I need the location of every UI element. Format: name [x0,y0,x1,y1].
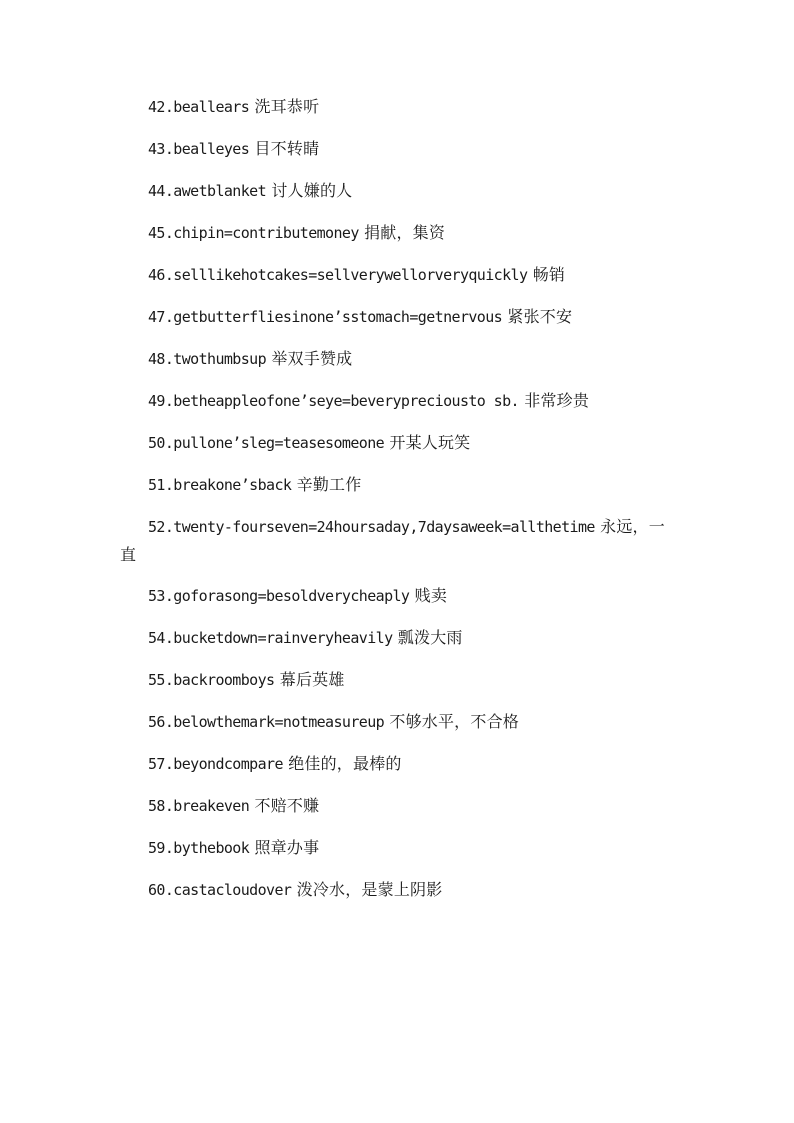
entry-number: 44. [148,182,174,200]
entry-number: 54. [148,629,174,647]
entry-number: 48. [148,350,174,368]
entry-chinese-meaning: 开某人玩笑 [389,433,471,452]
idiom-entry [120,582,680,610]
entry-chinese-meaning: 永远，一直 [120,517,665,564]
entry-chinese-meaning: 辛勤工作 [296,475,362,494]
entry-number: 53. [148,587,174,605]
entry-english-phrase: castacloudover [173,881,292,899]
entry-english-phrase: belowthemark=notmeasureup [173,713,385,731]
entry-english-phrase: betheappleofone’seye=beverypreciousto sb. [173,392,519,410]
entry-number: 47. [148,308,174,326]
entry-english-phrase: backroomboys [173,671,275,689]
entry-chinese-meaning: 瓢泼大雨 [397,628,463,647]
entry-english-phrase: twothumbsup [173,350,267,368]
entry-english-phrase: beallears [173,98,250,116]
entry-number: 56. [148,713,174,731]
entry-number: 42. [148,98,174,116]
entry-english-phrase: selllikehotcakes=sellverywellorveryquickly [173,266,528,284]
idiom-entry [120,135,680,163]
entry-number: 58. [148,797,174,815]
entry-english-phrase: getbutterfliesinone’sstomach=getnervous [173,308,503,326]
idiom-entry [120,792,680,820]
entry-english-phrase: chipin=contributemoney [173,224,359,242]
idiom-entry [120,429,680,457]
idiom-list [120,93,680,918]
entry-english-phrase: bucketdown=rainveryheavily [173,629,393,647]
idiom-entry [120,471,680,499]
entry-number: 57. [148,755,174,773]
entry-english-phrase: breakone’sback [173,476,292,494]
entry-number: 49. [148,392,174,410]
entry-english-phrase: awetblanket [173,182,267,200]
entry-english-phrase: breakeven [173,797,250,815]
entry-number: 60. [148,881,174,899]
idiom-entry [120,834,680,862]
entry-number: 45. [148,224,174,242]
entry-number: 43. [148,140,174,158]
entry-number: 51. [148,476,174,494]
entry-number: 52. [148,518,174,536]
idiom-entry [120,513,680,568]
entry-number: 59. [148,839,174,857]
entry-chinese-meaning: 非常珍贵 [524,391,590,410]
entry-english-phrase: goforasong=besoldverycheaply [173,587,410,605]
idiom-entry [120,624,680,652]
idiom-entry [120,219,680,247]
entry-chinese-meaning: 不赔不赚 [254,796,320,815]
entry-number: 55. [148,671,174,689]
entry-chinese-meaning: 照章办事 [254,838,320,857]
idiom-entry [120,876,680,904]
entry-chinese-meaning: 讨人嫌的人 [271,181,353,200]
idiom-entry [120,261,680,289]
entry-english-phrase: twenty-fourseven=24hoursaday,7daysaweek=allthetime [173,518,595,536]
entry-number: 46. [148,266,174,284]
idiom-entry [120,177,680,205]
entry-english-phrase: bealleyes [173,140,250,158]
entry-english-phrase: pullone’sleg=teasesomeone [173,434,385,452]
entry-chinese-meaning: 不够水平，不合格 [389,712,519,731]
entry-number: 50. [148,434,174,452]
entry-chinese-meaning: 目不转睛 [254,139,320,158]
entry-chinese-meaning: 紧张不安 [507,307,573,326]
entry-chinese-meaning: 贱卖 [414,586,448,605]
idiom-entry [120,387,680,415]
entry-chinese-meaning: 捐献，集资 [364,223,446,242]
entry-chinese-meaning: 泼冷水，是蒙上阴影 [296,880,443,899]
entry-chinese-meaning: 幕后英雄 [279,670,345,689]
entry-chinese-meaning: 畅销 [532,265,566,284]
idiom-entry [120,303,680,331]
idiom-entry [120,93,680,121]
entry-english-phrase: bythebook [173,839,250,857]
entry-english-phrase: beyondcompare [173,755,283,773]
idiom-entry [120,345,680,373]
entry-chinese-meaning: 举双手赞成 [271,349,353,368]
entry-chinese-meaning: 绝佳的，最棒的 [288,754,402,773]
idiom-entry [120,666,680,694]
idiom-entry [120,750,680,778]
idiom-entry [120,708,680,736]
entry-chinese-meaning: 洗耳恭听 [254,97,320,116]
